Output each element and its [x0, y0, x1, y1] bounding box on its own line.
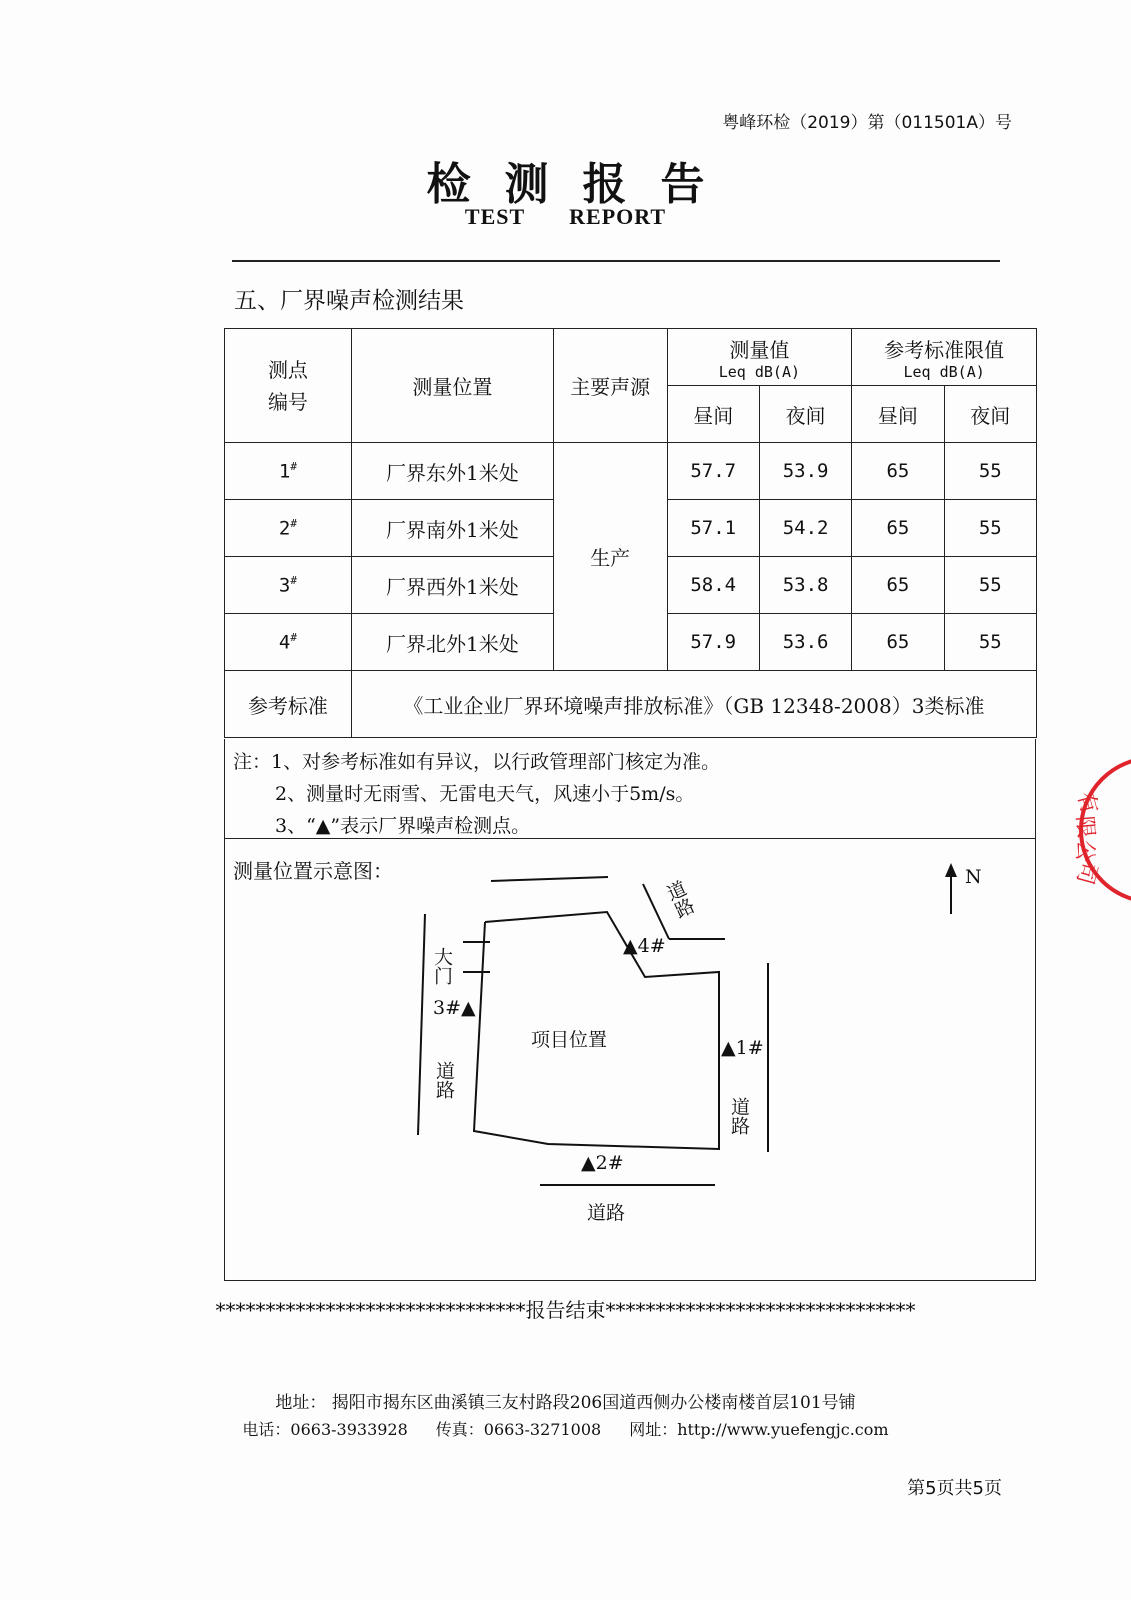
- header-measured: [667, 329, 852, 386]
- header-measured-day: 昼间: [667, 386, 759, 443]
- point-3-label: 3#▲: [433, 997, 476, 1019]
- road-label-south: 道路: [587, 1202, 626, 1224]
- website: 网址：http://www.yuefengjc.com: [629, 1420, 889, 1439]
- section-title: 五、厂界噪声检测结果: [234, 288, 464, 314]
- table-row: [225, 443, 1037, 500]
- note-1: 注：1、对参考标准如有异议，以行政管理部门核定为准。: [233, 751, 721, 773]
- company-seal: [1068, 750, 1131, 910]
- title-en-word-1: TEST: [464, 204, 526, 229]
- point-1-label: ▲1#: [721, 1037, 764, 1059]
- position-cell: 厂界东外1米处: [351, 443, 553, 500]
- limit-day-cell: 65: [852, 557, 944, 614]
- header-point: 测点编号: [225, 329, 352, 443]
- measured-unit: Leq dB(A): [718, 362, 801, 381]
- fax: 传真：0663-3271008: [435, 1420, 602, 1439]
- north-arrow-icon: [945, 863, 957, 877]
- header-measured-night: 夜间: [759, 386, 851, 443]
- reference-label: 参考标准: [225, 671, 352, 738]
- measured-night-cell: 53.9: [759, 443, 851, 500]
- limit-day-cell: 65: [852, 443, 944, 500]
- measured-night-cell: 53.6: [759, 614, 851, 671]
- point-4-label: ▲4#: [623, 935, 666, 957]
- limit-night-cell: 55: [944, 614, 1036, 671]
- road-line-west: [418, 914, 425, 1135]
- header-limit-day: 昼间: [852, 386, 944, 443]
- header-divider: [232, 260, 1000, 262]
- header-source: 主要声源: [553, 329, 667, 443]
- note-3: 3、“▲”表示厂界噪声检测点。: [275, 815, 531, 837]
- road-label-northeast: 道路: [661, 877, 698, 922]
- reference-row: [225, 671, 1037, 738]
- report-end-line: *******************************报告结束*******************************: [215, 1298, 916, 1322]
- position-cell: 厂界南外1米处: [351, 500, 553, 557]
- header-limit: [852, 329, 1037, 386]
- road-label-west: 道路: [433, 1061, 455, 1099]
- measured-label: 测量值: [729, 337, 790, 362]
- measured-night-cell: 54.2: [759, 500, 851, 557]
- contact-line: [0, 1417, 1131, 1440]
- point-id: 3#: [225, 557, 352, 614]
- limit-day-cell: 65: [852, 614, 944, 671]
- seal-text-3: 公: [1070, 838, 1098, 864]
- measured-day-cell: 57.1: [667, 500, 759, 557]
- measured-day-cell: 58.4: [667, 557, 759, 614]
- header-position: 测量位置: [351, 329, 553, 443]
- measured-day-cell: 57.7: [667, 443, 759, 500]
- seal-text-4: 司: [1071, 859, 1102, 887]
- point-id: 4#: [225, 614, 352, 671]
- site-map-drawing: [225, 839, 1035, 1280]
- limit-night-cell: 55: [944, 500, 1036, 557]
- limit-night-cell: 55: [944, 557, 1036, 614]
- address: 地址： 揭阳市揭东区曲溪镇三友村路段206国道西侧办公楼南楼首层101号铺: [275, 1393, 856, 1413]
- point-id: 1#: [225, 443, 352, 500]
- report-number: 粤峰环检（2019）第（011501A）号: [722, 113, 1012, 133]
- north-label: N: [965, 866, 982, 888]
- limit-day-cell: 65: [852, 500, 944, 557]
- map-title: 测量位置示意图：: [233, 859, 393, 883]
- note-2: 2、测量时无雨雪、无雷电天气，风速小于5m/s。: [275, 783, 695, 805]
- measured-night-cell: 53.8: [759, 557, 851, 614]
- page-number: 第5页共5页: [907, 1478, 1002, 1499]
- limit-unit: Leq dB(A): [903, 362, 985, 381]
- site-map: [224, 839, 1036, 1281]
- report-title-en: [0, 204, 1131, 230]
- project-label: 项目位置: [531, 1029, 608, 1051]
- point-id: 2#: [225, 500, 352, 557]
- source-cell: 生产: [553, 443, 667, 671]
- seal-text-2: 限: [1071, 814, 1098, 840]
- road-line-north: [491, 877, 608, 881]
- title-en-word-2: REPORT: [569, 204, 667, 229]
- position-cell: 厂界西外1米处: [351, 557, 553, 614]
- point-2-label: ▲2#: [581, 1152, 624, 1174]
- limit-label: 参考标准限值: [884, 337, 1005, 362]
- reference-value: 《工业企业厂界环境噪声排放标准》（GB 12348-2008）3类标准: [351, 671, 1036, 738]
- seal-text-1: 有: [1071, 788, 1102, 817]
- limit-night-cell: 55: [944, 443, 1036, 500]
- measured-day-cell: 57.9: [667, 614, 759, 671]
- header-limit-night: 夜间: [944, 386, 1036, 443]
- gate-label: 大门: [431, 947, 453, 985]
- notes-section: [224, 739, 1036, 839]
- position-cell: 厂界北外1米处: [351, 614, 553, 671]
- phone: 电话：0663-3933928: [242, 1420, 408, 1439]
- report-title-cn: 检测报告: [426, 159, 739, 210]
- noise-results-table: [224, 328, 1037, 738]
- road-label-east: 道路: [728, 1097, 750, 1135]
